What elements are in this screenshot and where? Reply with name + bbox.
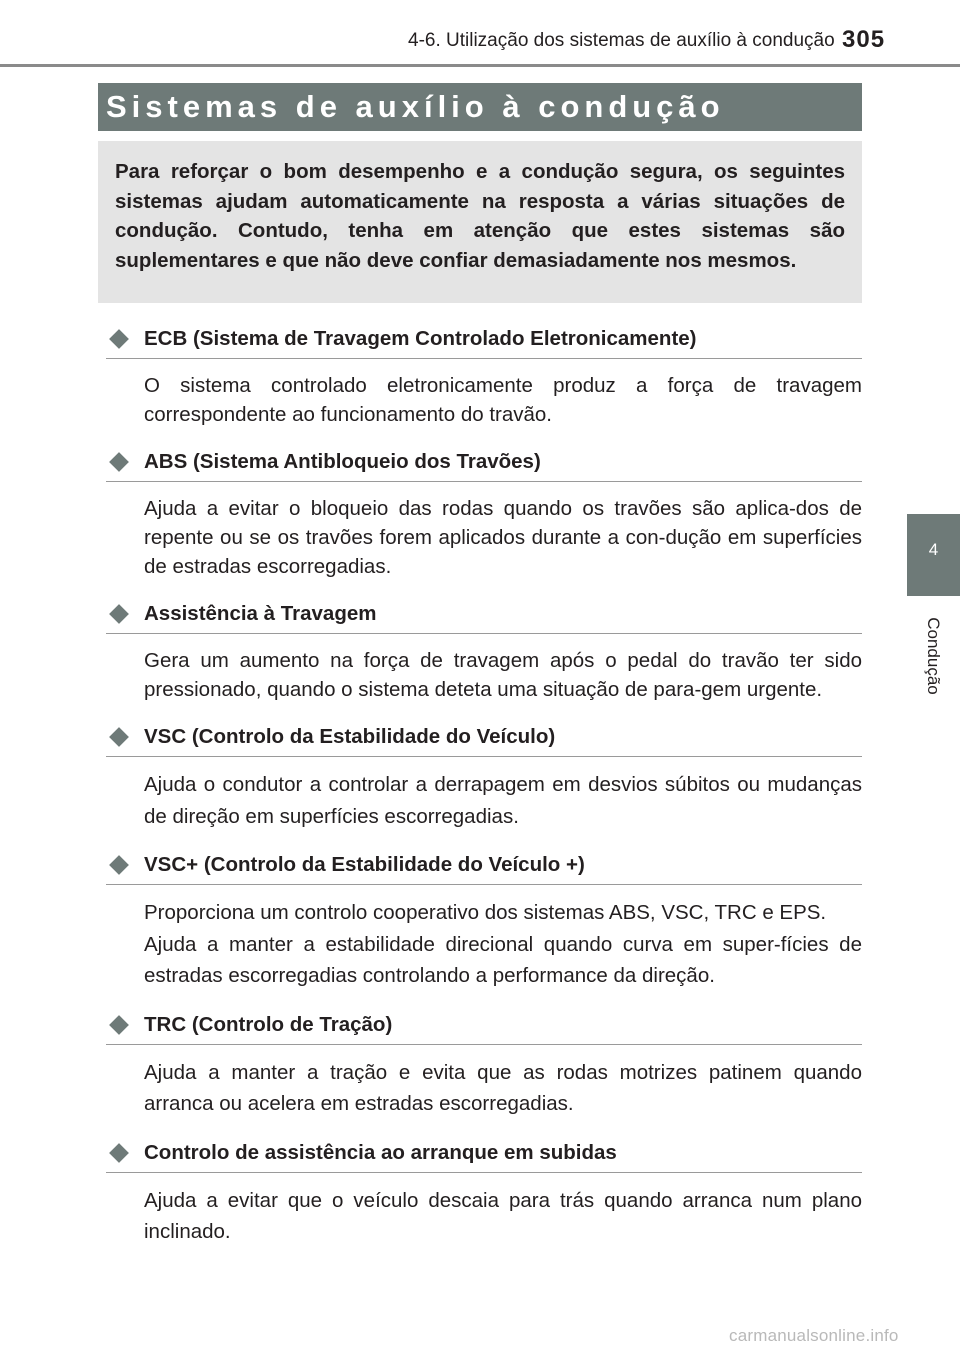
section-heading: [106, 593, 862, 634]
section-text: Ajuda o condutor a controlar a derrapagem em desvios súbitos ou mudanças de direção em superfícies escorregadias.: [144, 773, 862, 828]
section-title: VSC (Controlo da Estabilidade do Veículo): [144, 725, 556, 748]
section-title: TRC (Controlo de Tração): [144, 1012, 393, 1036]
section-title: Controlo de assistência ao arranque em subidas: [144, 1140, 617, 1164]
section-title: ABS (Sistema Antibloqueio dos Travões): [144, 450, 541, 473]
section-text: Gera um aumento na força de travagem após o pedal do travão ter sido pressionado, quando o sistema deteta uma situação de para-gem urgente.: [144, 649, 862, 701]
section-title: ECB (Sistema de Travagem Controlado Eletronicamente): [144, 327, 697, 350]
chapter-label: Condução: [924, 617, 943, 695]
section-title: Assistência à Travagem: [144, 602, 377, 625]
section-vsc: [106, 716, 862, 832]
diamond-bullet-icon: [109, 1015, 129, 1035]
page-number: 305: [842, 26, 886, 53]
diamond-bullet-icon: [109, 1143, 129, 1163]
diamond-bullet-icon: [109, 604, 129, 624]
section-trc: [106, 1004, 862, 1120]
sections-list: [106, 318, 862, 1260]
section-ecb: [106, 318, 862, 429]
section-heading: [106, 1004, 862, 1045]
section-abs: [106, 441, 862, 581]
diamond-bullet-icon: [109, 329, 129, 349]
section-heading: [106, 1132, 862, 1173]
title-bar: [98, 83, 862, 131]
diamond-bullet-icon: [109, 855, 129, 875]
intro-box: [98, 141, 862, 303]
section-text: Ajuda a manter a estabilidade direcional quando curva em super-fícies de estradas escorregadias controlando a performance da direção.: [144, 932, 862, 987]
section-text: Ajuda a evitar que o veículo descaia para trás quando arranca num plano inclinado.: [144, 1188, 862, 1243]
chapter-number: 4: [928, 540, 939, 559]
watermark: carmanualsonline.info: [729, 1326, 899, 1345]
intro-text: Para reforçar o bom desempenho e a condução segura, os seguintes sistemas ajudam automaticamente na resposta a várias situações de condução. Contudo, tenha em atenção que estes sistemas são suplementares e que não deve confiar demasiadamente nos mesmos.: [115, 160, 845, 272]
section-heading: [106, 441, 862, 482]
header-divider: [0, 64, 960, 67]
section-vsc-plus: [106, 844, 862, 992]
section-text: O sistema controlado eletronicamente produz a força de travagem correspondente ao funcionamento do travão.: [144, 374, 862, 426]
section-title: VSC+ (Controlo da Estabilidade do Veículo +): [144, 853, 585, 876]
diamond-bullet-icon: [109, 452, 129, 472]
section-heading: [106, 844, 862, 885]
section-text: Ajuda a evitar o bloqueio das rodas quando os travões são aplica-dos de repente ou se os travões forem aplicados durante a con-dução em superfícies de estradas escorregadias.: [144, 497, 862, 578]
diamond-bullet-icon: [109, 727, 129, 747]
section-brake-assist: [106, 593, 862, 704]
section-text: Ajuda a manter a tração e evita que as rodas motrizes patinem quando arranca ou acelera em estradas escorregadias.: [144, 1060, 862, 1115]
running-header: 4-6. Utilização dos sistemas de auxílio à condução: [408, 30, 835, 51]
section-heading: [106, 318, 862, 359]
section-heading: [106, 716, 862, 757]
section-hill-start: [106, 1132, 862, 1248]
chapter-tab: [907, 514, 960, 596]
section-text: Proporciona um controlo cooperativo dos sistemas ABS, VSC, TRC e EPS.: [144, 901, 827, 924]
page-title: Sistemas de auxílio à condução: [106, 89, 725, 124]
